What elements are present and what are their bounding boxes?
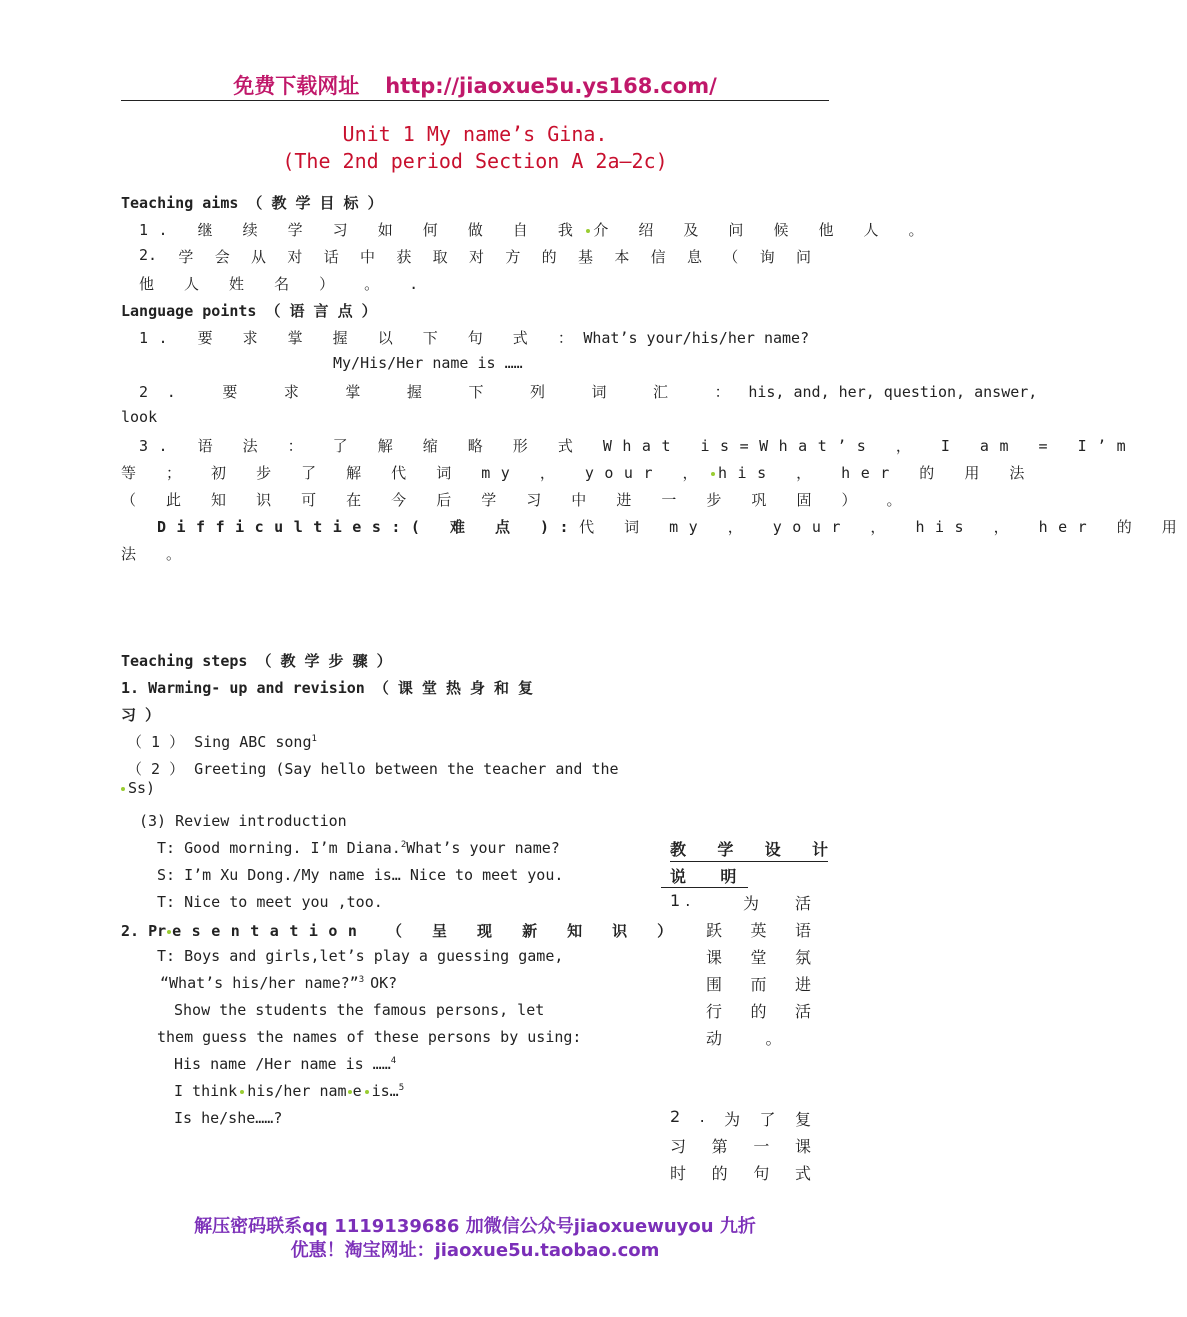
- note-1-line-1: 为 活: [743, 894, 811, 913]
- mark-dot: [586, 229, 590, 233]
- aim-item-1: 1. 继 续 学 习 如 何 做 自 我 介 绍 及 问 候 他 人 。: [139, 221, 935, 239]
- footer-shop-link[interactable]: 优惠！淘宝网址：jiaoxue5u.taobao.com: [290, 1240, 660, 1261]
- mark-dot: [348, 1090, 352, 1094]
- header-url[interactable]: http://jiaoxue5u.ys168.com/: [385, 74, 717, 98]
- difficulties-label: Difficulties:( 难 点 ):: [157, 518, 580, 536]
- presentation-line-2: “What’s his/her name?”$^3$ OK?: [160, 974, 398, 992]
- note-2-line-1: 2 . 为 了 复: [670, 1107, 811, 1129]
- note-1-line-2: 跃 英 语: [706, 921, 811, 940]
- dialogue-line-3: T: Nice to meet you ,too.: [157, 893, 383, 911]
- mark-dot: [365, 1090, 369, 1094]
- aim-item-2: 2. 学 会 从 对 话 中 获 取 对 方 的 基 本 信 息 （ 询 问: [139, 246, 811, 266]
- step-1-heading: 1. Warming- up and revision （ 课 堂 热 身 和 复: [121, 679, 534, 697]
- note-1-number: 1 .: [670, 891, 691, 910]
- page-header: [0, 70, 950, 100]
- difficulties-cont: 法 。: [121, 545, 192, 563]
- footer-contact: 解压密码联系qq 1119139686 加微信公众号jiaoxuewuyou 九折: [194, 1216, 756, 1237]
- presentation-line-5: His name /Her name is ……$^4$: [174, 1055, 397, 1073]
- note-2-line-3: 时 的 句 式: [670, 1164, 811, 1183]
- warmup-item-3: (3) Review introduction: [139, 812, 347, 830]
- presentation-line-4: them guess the names of these persons by using:: [157, 1028, 582, 1046]
- mark-dot: [711, 472, 715, 476]
- mark-dot: [121, 787, 125, 791]
- step-2-heading: 2. Pr esentation （ 呈 现 新 知 识 ）: [121, 922, 683, 940]
- lang-point-2: 2. 要 求 掌 握 下 列 词 汇 ：his, and, her, question, answer,: [139, 383, 1038, 401]
- note-1-line-5: 行 的 活: [706, 1002, 811, 1021]
- dialogue-line-2: S: I’m Xu Dong./My name is… Nice to meet you.: [157, 866, 564, 884]
- lang-point-1: 1. 要 求 掌 握 以 下 句 式 ：What’s your/his/her name?: [139, 329, 810, 347]
- presentation-line-1: T: Boys and girls,let’s play a guessing game,: [157, 947, 564, 965]
- lesson-subtitle: (The 2nd period Section A 2a—2c): [282, 149, 668, 173]
- presentation-line-3: Show the students the famous persons, let: [174, 1001, 545, 1019]
- mark-dot: [240, 1090, 244, 1094]
- note-1-line-6: 动 。: [706, 1029, 801, 1048]
- presentation-line-7: Is he/she……?: [174, 1109, 283, 1127]
- aim-item-2-cont: 他 人 姓 名 ） 。 .: [139, 275, 429, 293]
- lang-point-2-cont: look: [121, 408, 158, 426]
- warmup-item-1: （ 1 ） Sing ABC song$^1$: [127, 733, 317, 751]
- warmup-item-2-cont: Ss): [118, 779, 155, 797]
- lang-point-3: 3. 语 法 ： 了 解 缩 略 形 式 What is=What’s ， I am = I’m: [139, 437, 1137, 455]
- mark-dot: [167, 930, 171, 934]
- warmup-item-2: （ 2 ） Greeting (Say hello between the teacher and the: [127, 760, 619, 778]
- sidebar-heading-cont: 说 明: [661, 864, 748, 888]
- language-heading: Language points （ 语 言 点 ）: [121, 302, 377, 320]
- step-1-heading-cont: 习 ）: [121, 706, 161, 724]
- difficulties: Difficulties:( 难 点 ):代 词 my ， your ， his ， her 的 用: [157, 518, 1187, 536]
- lang-point-1-pattern: My/His/Her name is ……: [333, 354, 523, 372]
- presentation-line-6: I think his/her nam e is…$^5$: [174, 1082, 405, 1100]
- dialogue-line-1: T: Good morning. I’m Diana.$^2$What’s your name?: [157, 839, 560, 857]
- lang-point-3-note: （ 此 知 识 可 在 今 后 学 习 中 进 一 步 巩 固 ） 。: [121, 491, 913, 509]
- steps-heading: Teaching steps （ 教 学 步 骤 ）: [121, 652, 392, 670]
- note-1-line-3: 课 堂 氛: [706, 948, 811, 967]
- note-2-line-2: 习 第 一 课: [670, 1137, 811, 1156]
- header-rule: [121, 100, 829, 101]
- note-1-line-4: 围 而 进: [706, 975, 811, 994]
- lang-point-3-cont: 等 ； 初 步 了 解 代 词 my ， your ， his ， her 的 用 法: [121, 464, 1035, 482]
- sidebar-heading: 教 学 设 计: [670, 837, 828, 862]
- lesson-title: Unit 1 My name’s Gina.: [342, 122, 608, 146]
- header-site-label: 免费下载网址: [233, 74, 360, 98]
- aims-heading: Teaching aims （ 教 学 目 标 ）: [121, 194, 383, 212]
